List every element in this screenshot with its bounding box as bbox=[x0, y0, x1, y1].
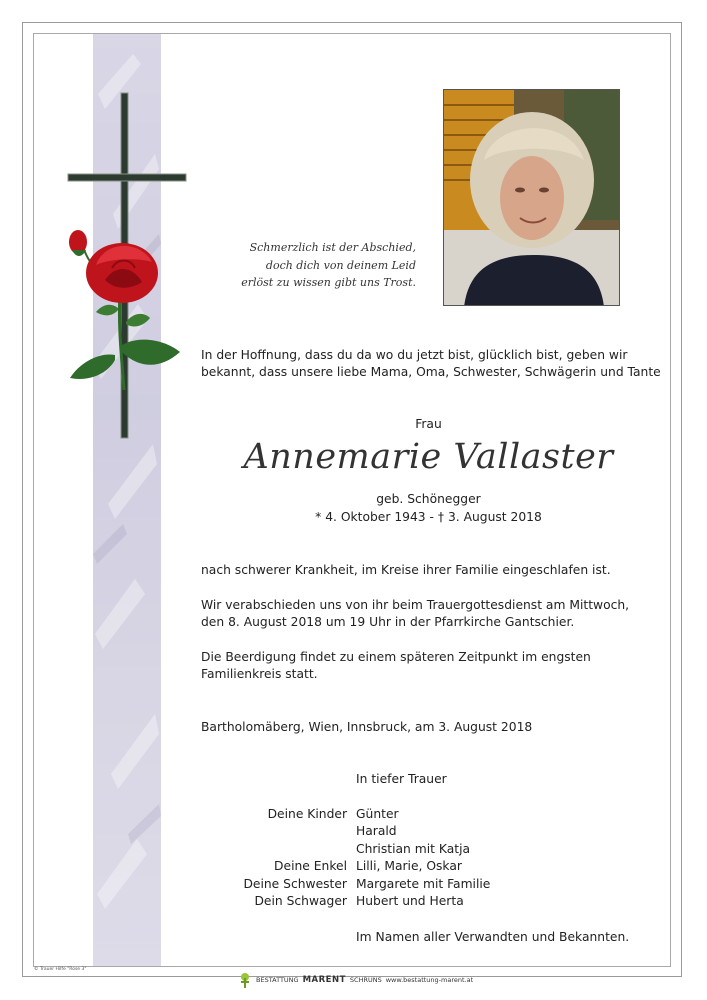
relation-label-kinder: Deine Kinder bbox=[267, 807, 347, 821]
burial-line-2: Familienkreis statt. bbox=[201, 667, 318, 681]
life-dates: * 4. Oktober 1943 - † 3. August 2018 bbox=[315, 510, 542, 524]
design-credit: © Trauer Hilfe "Rose 3" bbox=[34, 967, 87, 972]
relation-value: Günter bbox=[356, 807, 399, 821]
maiden-name: geb. Schönegger bbox=[376, 492, 481, 506]
footer-prefix: BESTATTUNG bbox=[256, 976, 299, 984]
relation-value: Margarete mit Familie bbox=[356, 877, 491, 891]
memorial-quote bbox=[230, 239, 416, 292]
mourning-heading: In tiefer Trauer bbox=[356, 772, 447, 786]
intro-line-1: In der Hoffnung, dass du da wo du jetzt bist, glücklich bist, geben wir bbox=[201, 348, 628, 362]
footer-town: SCHRUNS bbox=[349, 976, 382, 984]
service-line-1: Wir verabschieden uns von ihr beim Trauergottesdienst am Mittwoch, bbox=[201, 598, 630, 612]
relation-label-schwester: Deine Schwester bbox=[243, 877, 347, 891]
place-date: Bartholomäberg, Wien, Innsbruck, am 3. August 2018 bbox=[201, 720, 533, 734]
quote-line-1: Schmerzlich ist der Abschied, bbox=[249, 241, 416, 254]
relation-value: Harald bbox=[356, 824, 397, 838]
salutation: Frau bbox=[415, 417, 442, 431]
relation-value: Lilli, Marie, Oskar bbox=[356, 859, 462, 873]
service-line-2: den 8. August 2018 um 19 Uhr in der Pfarrkirche Gantschier. bbox=[201, 615, 575, 629]
burial-line-1: Die Beerdigung findet zu einem späteren Zeitpunkt im engsten bbox=[201, 650, 591, 664]
intro-line-2: bekannt, dass unsere liebe Mama, Oma, Schwester, Schwägerin und Tante bbox=[201, 365, 661, 379]
marent-logo-icon bbox=[238, 972, 252, 988]
quote-line-2: doch dich von deinem Leid bbox=[265, 258, 416, 272]
footer-url[interactable]: www.bestattung-marent.at bbox=[385, 976, 474, 984]
relation-label-schwager: Dein Schwager bbox=[254, 894, 347, 908]
funeral-home-footer bbox=[238, 972, 473, 988]
closing-line: Im Namen aller Verwandten und Bekannten. bbox=[356, 930, 630, 944]
cross-icon bbox=[60, 90, 190, 445]
relation-value: Christian mit Katja bbox=[356, 842, 471, 856]
footer-brand: MARENT bbox=[302, 975, 346, 985]
relation-value: Hubert und Herta bbox=[356, 894, 464, 908]
relation-label-enkel: Deine Enkel bbox=[274, 859, 347, 873]
portrait-photo bbox=[443, 89, 620, 306]
passing-text: nach schwerer Krankheit, im Kreise ihrer Familie eingeschlafen ist. bbox=[201, 563, 611, 577]
deceased-name: Annemarie Vallaster bbox=[243, 437, 614, 477]
quote-line-3: erlöst zu wissen gibt uns Trost. bbox=[241, 276, 416, 289]
